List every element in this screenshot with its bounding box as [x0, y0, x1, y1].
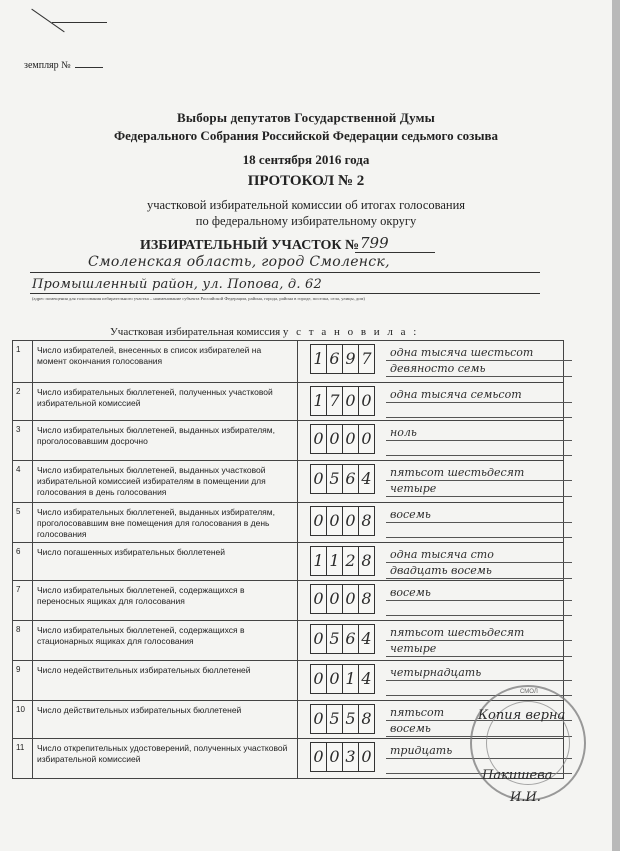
- value-in-words: [386, 465, 572, 497]
- words-line: девяносто семь: [386, 361, 572, 377]
- digit-box: 0: [310, 624, 327, 654]
- digit-box: 0: [326, 664, 343, 694]
- table-row: [13, 581, 564, 621]
- digit-box: 1: [342, 664, 359, 694]
- row-value: [298, 461, 564, 503]
- digit-box: 7: [358, 344, 375, 374]
- digit-boxes: [310, 664, 374, 694]
- digit-box: 0: [326, 742, 343, 772]
- words-line: четыре: [386, 641, 572, 657]
- row-value: [298, 581, 564, 621]
- row-number: 11: [13, 739, 33, 779]
- row-value: [298, 503, 564, 543]
- table-row: [13, 421, 564, 461]
- digit-box: 8: [358, 506, 375, 536]
- table-row: [13, 503, 564, 543]
- copy-number: [24, 60, 103, 71]
- copy-number-blank: [75, 67, 103, 68]
- row-label: Число избирательных бюллетеней, полученных участковой избирательной комиссией: [33, 383, 298, 421]
- digit-box: 8: [358, 704, 375, 734]
- corner-mark: [31, 9, 64, 33]
- signer-initials: И.И.: [510, 790, 541, 805]
- row-number: 6: [13, 543, 33, 581]
- digit-boxes: [310, 704, 374, 734]
- digit-box: 4: [358, 664, 375, 694]
- digit-boxes: [310, 624, 374, 654]
- digit-box: 9: [342, 344, 359, 374]
- row-label: Число недействительных избирательных бюллетеней: [33, 661, 298, 701]
- digit-box: 0: [310, 464, 327, 494]
- row-value: [298, 341, 564, 383]
- words-line: ноль: [386, 425, 572, 441]
- digit-box: 8: [358, 584, 375, 614]
- row-number: 3: [13, 421, 33, 461]
- words-line: одна тысяча семьсот: [386, 387, 572, 403]
- words-line: пятьсот шестьдесят: [386, 625, 572, 641]
- digit-box: 0: [310, 704, 327, 734]
- row-value: [298, 621, 564, 661]
- table-row: [13, 661, 564, 701]
- words-line: четырнадцать: [386, 665, 572, 681]
- row-number: 10: [13, 701, 33, 739]
- digit-box: 5: [342, 704, 359, 734]
- words-line: одна тысяча шестьсот: [386, 345, 572, 361]
- row-number: 9: [13, 661, 33, 701]
- station-number-line: [355, 252, 435, 253]
- digit-box: 0: [310, 424, 327, 454]
- row-number: 7: [13, 581, 33, 621]
- digit-boxes: [310, 546, 374, 576]
- row-label: Число избирательных бюллетеней, содержащихся в переносных ящиках для голосования: [33, 581, 298, 621]
- protocol-subtitle-1: участковой избирательной комиссии об итогах голосования: [146, 198, 466, 212]
- digit-box: 1: [310, 344, 327, 374]
- digit-boxes: [310, 742, 374, 772]
- digit-box: 4: [358, 624, 375, 654]
- corner-line: [52, 22, 107, 23]
- row-label: Число избирательных бюллетеней, выданных избирателям, проголосовавшим вне помещения для голосования в день голосования: [33, 503, 298, 543]
- row-label: Число погашенных избирательных бюллетеней: [33, 543, 298, 581]
- words-line: [386, 601, 572, 616]
- value-in-words: [386, 345, 572, 377]
- election-title: Выборы депутатов Государственной Думы: [176, 110, 436, 125]
- row-label: Число избирательных бюллетеней, выданных участковой избирательной комиссией избирателям в помещении для голосования в день голосования: [33, 461, 298, 503]
- digit-box: 3: [342, 742, 359, 772]
- words-line: одна тысяча сто: [386, 547, 572, 563]
- digit-box: 6: [342, 464, 359, 494]
- value-in-words: [386, 547, 572, 579]
- digit-box: 5: [326, 624, 343, 654]
- address-underline-2: [30, 293, 540, 294]
- digit-box: 1: [326, 546, 343, 576]
- words-line: пятьсот: [386, 705, 572, 721]
- words-line: восемь: [386, 585, 572, 601]
- digit-box: 4: [358, 464, 375, 494]
- digit-box: 0: [342, 506, 359, 536]
- value-in-words: [386, 387, 572, 418]
- digit-box: 8: [358, 546, 375, 576]
- digit-box: 0: [342, 424, 359, 454]
- row-value: [298, 421, 564, 461]
- signer-name: Пакишева: [482, 768, 553, 783]
- value-in-words: [386, 585, 572, 616]
- address-line-1: Смоленская область, город Смоленск,: [88, 254, 390, 270]
- address-line-2: Промышленный район, ул. Попова, д. 62: [32, 277, 322, 292]
- words-line: тридцать: [386, 743, 572, 759]
- digit-box: 0: [358, 742, 375, 772]
- row-label: Число действительных избирательных бюллетеней: [33, 701, 298, 739]
- value-in-words: [386, 507, 572, 538]
- words-line: четыре: [386, 481, 572, 497]
- words-line: восемь: [386, 721, 572, 737]
- copy-label: земпляр №: [24, 60, 71, 71]
- digit-box: 0: [310, 664, 327, 694]
- words-line: [386, 441, 572, 456]
- digit-box: 0: [342, 584, 359, 614]
- value-in-words: [386, 625, 572, 657]
- table-row: [13, 621, 564, 661]
- words-line: двадцать восемь: [386, 563, 572, 579]
- digit-box: 0: [326, 506, 343, 536]
- table-row: [13, 543, 564, 581]
- digit-boxes: [310, 424, 374, 454]
- digit-box: 7: [326, 386, 343, 416]
- station-number: 799: [360, 234, 389, 252]
- digit-boxes: [310, 386, 374, 416]
- protocol-title: ПРОТОКОЛ № 2: [247, 173, 365, 189]
- row-value: [298, 543, 564, 581]
- digit-boxes: [310, 464, 374, 494]
- official-stamp: [470, 685, 586, 801]
- page-edge: [612, 0, 620, 851]
- row-number: 8: [13, 621, 33, 661]
- words-line: восемь: [386, 507, 572, 523]
- digit-boxes: [310, 344, 374, 374]
- row-value: [298, 383, 564, 421]
- address-note: (адрес помещения для голосования избирательного участка – наименование субъекта Российской Федерации, района, города, района в городе, поселка, села, улицы, дом): [32, 296, 365, 301]
- digit-box: 0: [310, 506, 327, 536]
- digit-boxes: [310, 506, 374, 536]
- digit-box: 6: [326, 344, 343, 374]
- digit-box: 0: [326, 424, 343, 454]
- protocol-subtitle-2: по федеральному избирательному округу: [195, 214, 417, 228]
- station-label: ИЗБИРАТЕЛЬНЫЙ УЧАСТОК №: [140, 238, 360, 253]
- row-label: Число открепительных удостоверений, полученных участковой избирательной комиссией: [33, 739, 298, 779]
- table-row: [13, 383, 564, 421]
- address-underline-1: [30, 272, 540, 273]
- row-label: Число избирательных бюллетеней, содержащихся в стационарных ящиках для голосования: [33, 621, 298, 661]
- row-label: Число избирательных бюллетеней, выданных избирателям, проголосовавшим досрочно: [33, 421, 298, 461]
- commission-heading: [110, 326, 419, 338]
- digit-box: 2: [342, 546, 359, 576]
- commission-prefix: Участковая избирательная комиссия: [110, 326, 281, 338]
- digit-box: 0: [358, 386, 375, 416]
- words-line: [386, 523, 572, 538]
- digit-boxes: [310, 584, 374, 614]
- words-line: пятьсот шестьдесят: [386, 465, 572, 481]
- row-number: 1: [13, 341, 33, 383]
- table-row: [13, 341, 564, 383]
- row-number: 4: [13, 461, 33, 503]
- commission-suffix: у с т а н о в и л а :: [282, 326, 419, 338]
- election-title-2: Федерального Собрания Российской Федерации седьмого созыва: [113, 128, 498, 143]
- digit-box: 1: [310, 386, 327, 416]
- digit-box: 0: [342, 386, 359, 416]
- table-row: [13, 461, 564, 503]
- row-number: 5: [13, 503, 33, 543]
- row-number: 2: [13, 383, 33, 421]
- digit-box: 0: [310, 584, 327, 614]
- digit-box: 5: [326, 704, 343, 734]
- digit-box: 5: [326, 464, 343, 494]
- digit-box: 6: [342, 624, 359, 654]
- digit-box: 0: [358, 424, 375, 454]
- row-label: Число избирателей, внесенных в список избирателей на момент окончания голосования: [33, 341, 298, 383]
- digit-box: 1: [310, 546, 327, 576]
- digit-box: 0: [326, 584, 343, 614]
- election-date: 18 сентября 2016 года: [242, 152, 370, 167]
- words-line: [386, 403, 572, 418]
- digit-box: 0: [310, 742, 327, 772]
- stamp-text: СМОЛ: [520, 689, 538, 695]
- value-in-words: [386, 425, 572, 456]
- certification-text: Копия верна: [478, 708, 566, 723]
